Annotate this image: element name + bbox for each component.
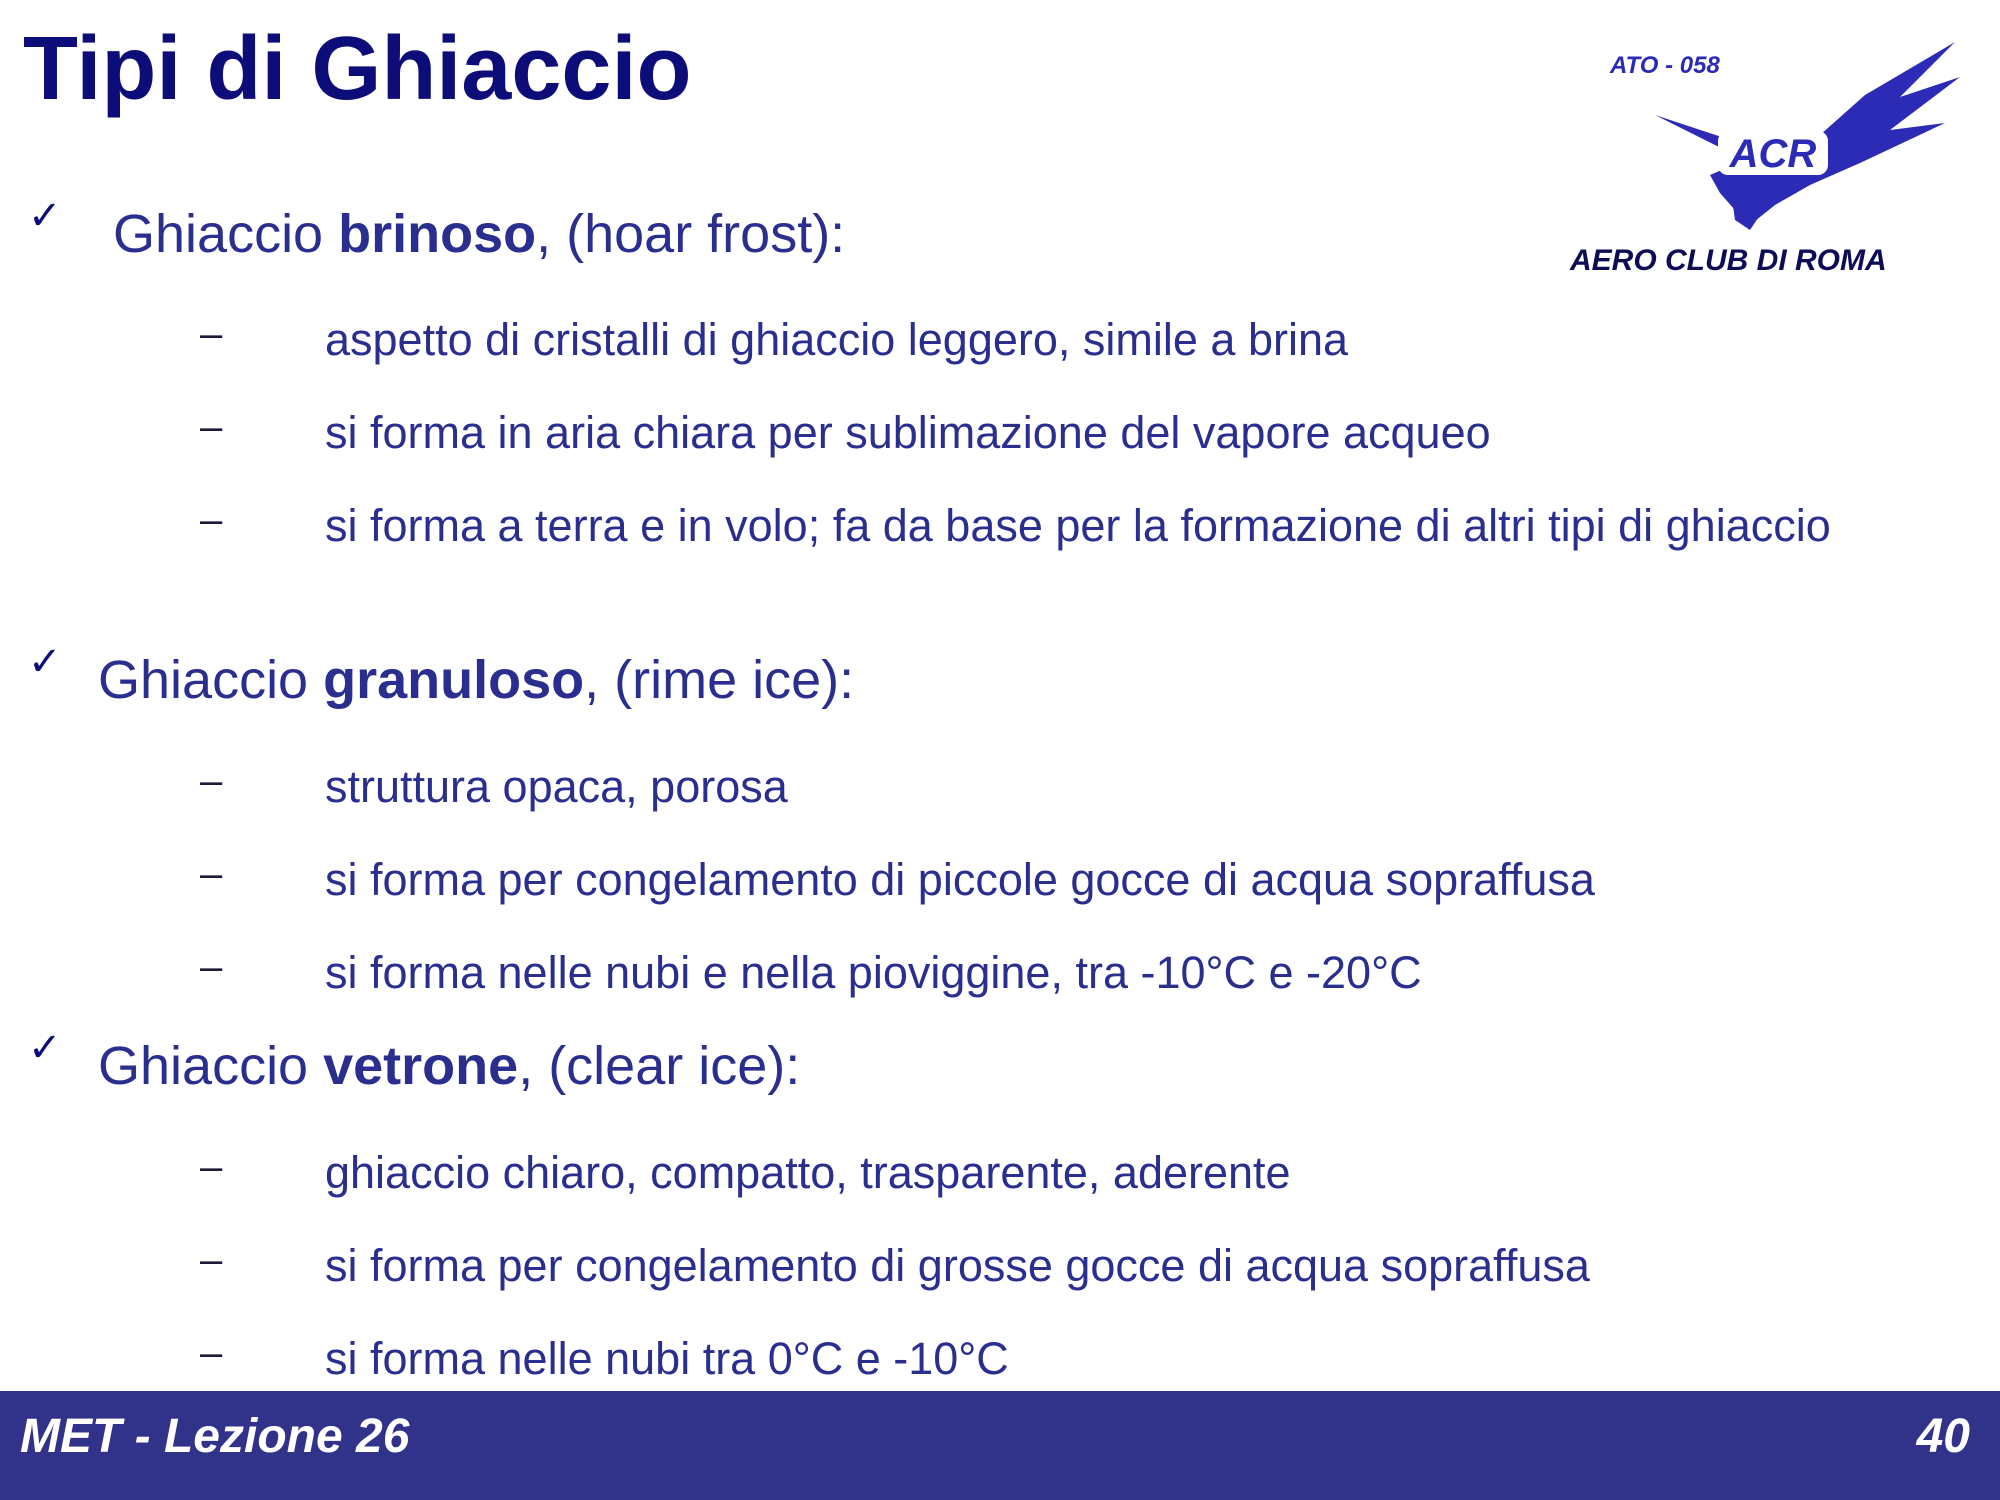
dash-icon: – xyxy=(200,405,223,449)
dash-icon: – xyxy=(200,852,223,896)
dash-icon: – xyxy=(200,1238,223,1282)
list-item-text: ghiaccio chiaro, compatto, trasparente, aderente xyxy=(325,1147,1291,1198)
check-icon: ✓ xyxy=(28,1026,62,1070)
section-term: vetrone xyxy=(323,1036,519,1096)
list-item-text: si forma per congelamento di piccole gocce di acqua sopraffusa xyxy=(325,854,1595,905)
page-number: 40 xyxy=(1916,1410,1970,1463)
section-term: brinoso xyxy=(338,204,537,264)
logo-code-text: ATO - 058 xyxy=(1610,52,1720,79)
dash-icon: – xyxy=(200,1145,223,1189)
section-prefix: Ghiaccio xyxy=(98,650,324,710)
list-item-text: aspetto di cristalli di ghiaccio leggero, simile a brina xyxy=(325,314,1349,365)
section-prefix: Ghiaccio xyxy=(113,204,339,264)
section-term: granuloso xyxy=(323,650,585,710)
list-item-text: si forma a terra e in volo; fa da base per la formazione di altri tipi di ghiaccio xyxy=(325,500,1831,551)
list-item-text: struttura opaca, porosa xyxy=(325,761,788,812)
dash-icon: – xyxy=(200,312,223,356)
section-prefix: Ghiaccio xyxy=(98,1036,324,1096)
aero-club-logo xyxy=(1560,35,1980,280)
list-item-text: si forma in aria chiara per sublimazione del vapore acqueo xyxy=(325,407,1491,458)
slide-footer xyxy=(0,1391,2000,1500)
section-suffix: , (clear ice): xyxy=(518,1036,801,1096)
list-item-text: si forma nelle nubi tra 0°C e -10°C xyxy=(325,1333,1009,1384)
footer-title: MET - Lezione 26 xyxy=(20,1410,410,1463)
logo-name-text: AERO CLUB DI ROMA xyxy=(1570,244,1887,277)
section-suffix: , (rime ice): xyxy=(584,650,855,710)
check-icon: ✓ xyxy=(28,194,62,238)
dash-icon: – xyxy=(200,759,223,803)
check-icon: ✓ xyxy=(28,640,62,684)
logo-monogram: ACR xyxy=(1729,132,1817,176)
dash-icon: – xyxy=(200,1331,223,1375)
slide-title: Tipi di Ghiaccio xyxy=(23,19,692,119)
section-suffix: , (hoar frost): xyxy=(536,204,846,264)
list-item-text: si forma nelle nubi e nella pioviggine, tra -10°C e -20°C xyxy=(325,947,1422,998)
dash-icon: – xyxy=(200,945,223,989)
list-item-text: si forma per congelamento di grosse gocce di acqua sopraffusa xyxy=(325,1240,1590,1291)
dash-icon: – xyxy=(200,498,223,542)
